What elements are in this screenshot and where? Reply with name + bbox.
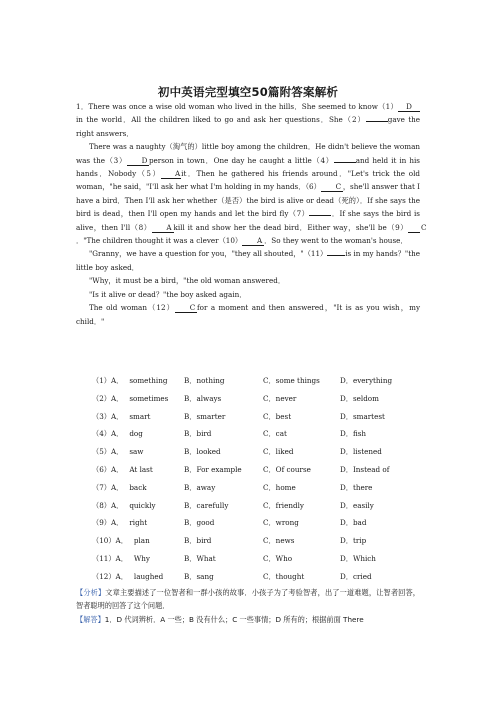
- option-b: B．good: [184, 518, 215, 528]
- passage-text: The old woman（12）: [89, 303, 176, 313]
- option-d: D．seldom: [340, 393, 379, 403]
- solution-text: 1．D 代词辨析．A 一些；B 没有什么；C 一些事情；D 所有的；根据前面 There: [104, 614, 364, 624]
- option-c: C．Who: [263, 553, 293, 563]
- option-c: C．thought: [263, 571, 305, 581]
- answer-analysis: [76, 586, 420, 626]
- option-row-8: [92, 501, 422, 519]
- option-d: D．listened: [340, 447, 382, 457]
- option-a: （9）A． right: [92, 518, 148, 528]
- answer-blank-7: [309, 215, 331, 216]
- passage-text: ，she'll answer that I have a bird．Then I'll ask her whether（是否）the bird is alive or dead（死的）．If she says the bird is dead，then I'll open my hands and let the bird fly（7）: [76, 182, 420, 219]
- option-d: D．Which: [340, 553, 376, 563]
- answer-blank-9: C: [408, 223, 420, 233]
- option-a: （8）A． quickly: [92, 500, 156, 510]
- passage-text: it．Then he gathered his friends around．"Let's trick the old woman，"he said，"I'll ask her what I'm holding in my hands．（6）: [76, 169, 420, 192]
- answer-blank-10: A: [242, 236, 264, 246]
- option-c: C．wrong: [263, 518, 299, 528]
- option-row-9: [92, 518, 422, 536]
- option-b: B．looked: [184, 447, 221, 457]
- answer-blank-3: D: [127, 156, 149, 166]
- passage-text: gave the right answers．: [76, 115, 420, 138]
- passage-text: ．So they went to the woman's house．: [264, 236, 408, 246]
- option-c: C．never: [263, 393, 297, 403]
- option-b: B．For example: [184, 464, 242, 474]
- answer-options-list: [92, 376, 422, 590]
- option-a: （4）A． dog: [92, 429, 143, 439]
- option-row-1: [92, 376, 422, 394]
- passage-text: "Granny，we have a question for you，"they all shouted，"（11）: [89, 249, 328, 259]
- option-d: D．trip: [340, 536, 367, 546]
- option-c: C．some things: [263, 376, 320, 385]
- passage-paragraph-2: [76, 140, 427, 247]
- option-c: C．news: [263, 536, 295, 546]
- option-a: （1）A． something: [92, 376, 168, 385]
- answer-blank-4: [334, 162, 356, 163]
- option-c: C．cat: [263, 429, 287, 439]
- analysis-text: 文章主要描述了一位智者和一群小孩的故事．小孩子为了考验智者，出了一道难题，让智者回答，智者聪明的回答了这个问题．: [76, 588, 420, 611]
- passage-paragraph-5: "Is it alive or dead？"the boy asked again．: [89, 289, 247, 299]
- answer-blank-6: C: [321, 182, 343, 192]
- option-a: （11）A． Why: [92, 553, 150, 563]
- option-d: D．fish: [340, 429, 367, 439]
- passage-text: ．"The children thought it was a clever（10）: [76, 236, 243, 246]
- answer-blank-12: C: [175, 303, 197, 313]
- passage-text: for a moment and then answered，"It is as you wish，my child．": [76, 303, 421, 326]
- answer-blank-8: A: [152, 223, 174, 233]
- option-row-2: [92, 394, 422, 412]
- cloze-passage: [76, 100, 427, 328]
- passage-text: person in town．One day he caught a little（4）: [148, 155, 334, 165]
- passage-paragraph-1: [76, 100, 420, 140]
- option-row-6: [92, 465, 422, 483]
- passage-paragraph-4: "Why，it must be a bird，"the old woman answered．: [89, 276, 286, 286]
- option-row-4: [92, 429, 422, 447]
- option-b: B．bird: [184, 429, 212, 439]
- option-b: B．bird: [184, 536, 212, 546]
- option-d: D．Instead of: [340, 464, 390, 474]
- option-row-10: [92, 536, 422, 554]
- option-c: C．Of course: [263, 464, 311, 474]
- passage-paragraph-3: [76, 247, 420, 274]
- page-title: 初中英语完型填空50篇附答案解析: [157, 85, 339, 99]
- analysis-solution: [76, 613, 420, 626]
- passage-text: ．If she says the bird is alive，then I'll（8）: [76, 209, 420, 232]
- option-row-11: [92, 554, 422, 572]
- option-row-3: [92, 412, 422, 430]
- passage-paragraph-6: [76, 301, 420, 328]
- option-d: D．bad: [340, 518, 367, 528]
- option-a: （6）A． At last: [92, 464, 153, 474]
- option-a: （12）A． laughed: [92, 571, 164, 581]
- option-a: （7）A． back: [92, 482, 147, 492]
- option-b: B．away: [184, 482, 216, 492]
- option-b: B．What: [184, 553, 216, 563]
- option-c: C．home: [263, 482, 296, 492]
- passage-text: 1．There was once a wise old woman who lived in the hills．She seemed to know（1）: [76, 102, 398, 111]
- option-b: B．smarter: [184, 411, 226, 421]
- option-a: （2）A． sometimes: [92, 393, 169, 403]
- passage-text: is in my hands？"the little boy asked．: [76, 249, 420, 272]
- option-row-5: [92, 447, 422, 465]
- option-b: B．always: [184, 393, 222, 403]
- option-b: B．sang: [184, 571, 214, 581]
- option-a: （5）A． saw: [92, 447, 144, 457]
- option-b: B．carefully: [184, 500, 229, 510]
- analysis-tag: 【分析】: [76, 588, 106, 597]
- option-c: C．best: [263, 411, 292, 421]
- passage-text: and held it in his hands．Nobody（5）: [76, 155, 420, 179]
- option-d: D．cried: [340, 571, 372, 581]
- answer-blank-1: D: [398, 102, 420, 112]
- answer-blank-11: [327, 255, 345, 256]
- option-row-7: [92, 483, 422, 501]
- solution-tag: 【解答】: [76, 614, 105, 624]
- answer-blank-5: A: [161, 169, 181, 179]
- option-d: D．there: [340, 482, 373, 492]
- passage-text: kill it and show her the dead bird．Either way，she'll be（9）: [173, 222, 409, 232]
- option-c: C．friendly: [263, 500, 304, 510]
- option-c: C．liked: [263, 447, 294, 457]
- passage-text: There was a naughty（淘气的）little boy among the children．He didn't believe the woman was the（3）: [76, 142, 420, 165]
- option-b: B．nothing: [184, 376, 225, 385]
- answer-blank-2: [366, 121, 388, 122]
- analysis-summary: [76, 586, 420, 613]
- option-d: D．easily: [340, 500, 374, 510]
- option-d: D．everything: [340, 376, 393, 385]
- passage-text: in the world．All the children liked to go and ask her questions．She（2）: [76, 115, 366, 125]
- option-a: （10）A． plan: [92, 536, 150, 546]
- option-a: （3）A． smart: [92, 411, 151, 421]
- option-d: D．smartest: [340, 411, 385, 421]
